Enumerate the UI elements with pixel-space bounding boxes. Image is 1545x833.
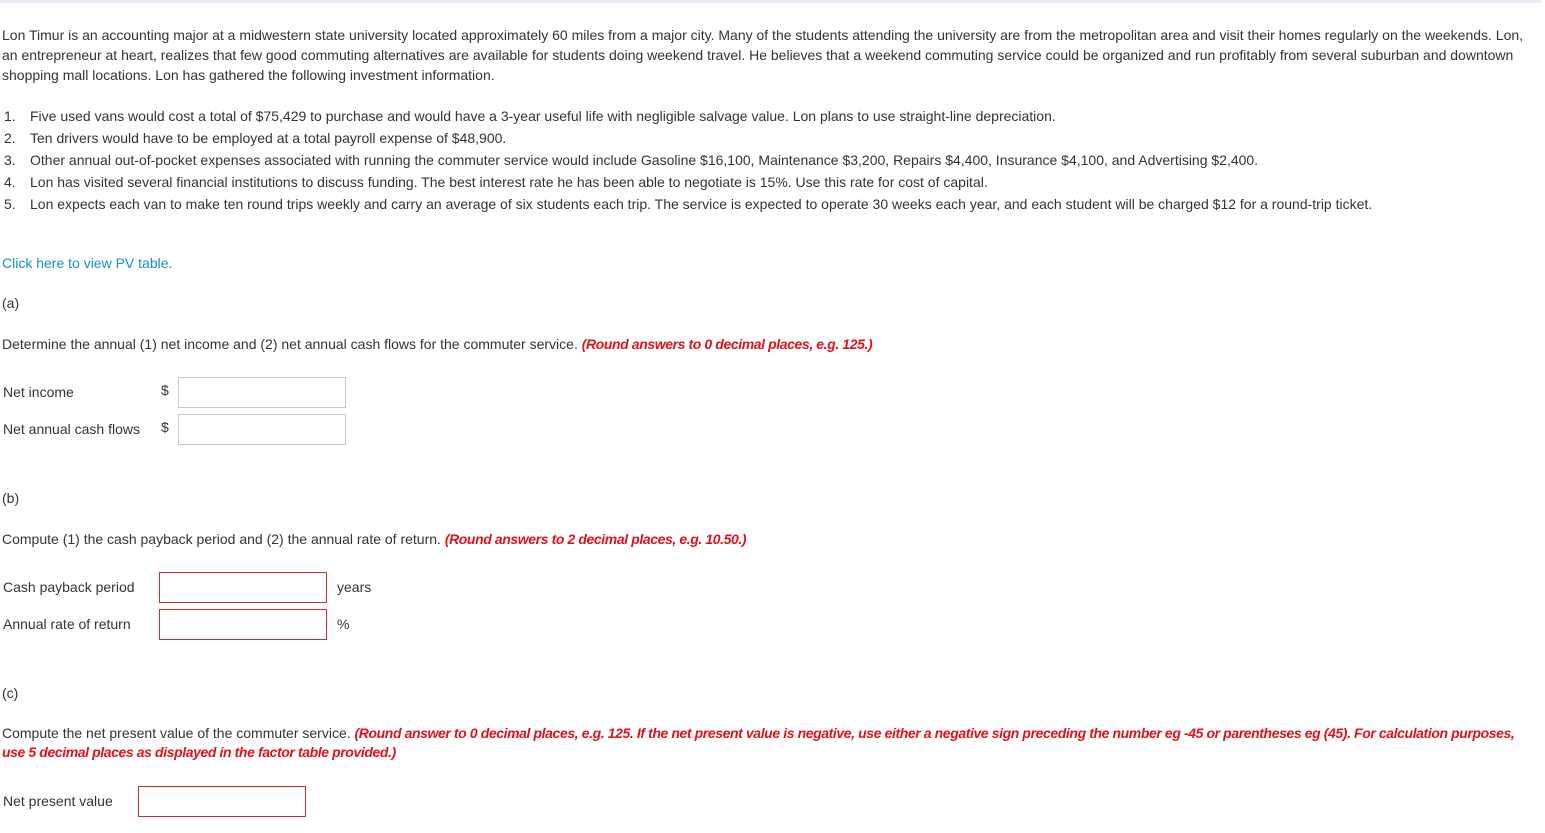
part-c-label: (c) xyxy=(2,685,19,701)
list-item-number: 1. xyxy=(4,108,16,124)
net-cash-flows-input[interactable] xyxy=(178,414,346,445)
net-cash-flows-currency: $ xyxy=(161,419,169,435)
annual-rate-input[interactable] xyxy=(159,609,327,640)
list-item-number: 2. xyxy=(4,130,16,146)
part-b-label: (b) xyxy=(2,490,20,506)
net-income-input[interactable] xyxy=(178,377,346,408)
list-item-number: 4. xyxy=(4,174,16,190)
investment-info-list xyxy=(2,106,1372,216)
pv-table-link[interactable]: Click here to view PV table. xyxy=(2,255,173,271)
list-item xyxy=(2,172,1372,194)
part-c-instruction: (Round answer to 0 decimal places, e.g. 125. If the net present value is negative, use either a negative sign preceding the number eg -45 or parentheses eg (45). For calculation purposes, use 5 decimal places as displayed in the factor table provided.) xyxy=(2,725,1515,760)
annual-rate-label: Annual rate of return xyxy=(3,616,131,632)
top-divider xyxy=(0,0,1541,3)
annual-rate-unit: % xyxy=(337,616,350,632)
list-item xyxy=(2,194,1372,216)
npv-label: Net present value xyxy=(3,793,113,809)
cash-payback-input[interactable] xyxy=(159,572,327,603)
part-b-instruction: (Round answers to 2 decimal places, e.g. 10.50.) xyxy=(444,531,747,547)
npv-input[interactable] xyxy=(138,786,306,817)
part-c-question: Compute the net present value of the commuter service. xyxy=(2,725,351,741)
list-item-number: 3. xyxy=(4,152,16,168)
part-a-prompt xyxy=(2,335,872,354)
list-item xyxy=(2,106,1372,128)
list-item-text: Other annual out-of-pocket expenses associated with running the commuter service would include Gasoline $16,100, Maintenance $3,200, Repairs $4,400, Insurance $4,100, and Advertising $2,400. xyxy=(30,152,1259,168)
part-b-question: Compute (1) the cash payback period and (2) the annual rate of return. xyxy=(2,531,441,547)
problem-intro: Lon Timur is an accounting major at a midwestern state university located approximately 60 miles from a major city. Many of the students attending the university are from the metropolitan area and visit their homes regularly on the weekends. Lon, an entrepreneur at heart, realizes that few good commuting alternatives are available for students doing weekend travel. He believes that a weekend commuting service could be organized and run profitably from several suburban and downtown shopping mall locations. Lon has gathered the following investment information. xyxy=(2,27,1524,83)
part-a-label: (a) xyxy=(2,295,20,311)
net-income-currency: $ xyxy=(161,382,169,398)
part-c-prompt xyxy=(2,724,1532,762)
cash-payback-label: Cash payback period xyxy=(3,579,135,595)
part-a-question: Determine the annual (1) net income and (2) net annual cash flows for the commuter service. xyxy=(2,336,578,352)
list-item-text: Ten drivers would have to be employed at a total payroll expense of $48,900. xyxy=(30,130,507,146)
net-income-label: Net income xyxy=(3,384,74,400)
net-cash-flows-label: Net annual cash flows xyxy=(3,421,140,437)
list-item xyxy=(2,150,1372,172)
part-a-instruction: (Round answers to 0 decimal places, e.g. 125.) xyxy=(581,336,873,352)
list-item xyxy=(2,128,1372,150)
list-item-number: 5. xyxy=(4,196,16,212)
list-item-text: Lon expects each van to make ten round trips weekly and carry an average of six students each trip. The service is expected to operate 30 weeks each year, and each student will be charged $12 for a round-trip ticket. xyxy=(30,196,1373,212)
cash-payback-unit: years xyxy=(337,579,372,595)
part-b-prompt xyxy=(2,530,746,549)
list-item-text: Lon has visited several financial institutions to discuss funding. The best interest rate he has been able to negotiate is 15%. Use this rate for cost of capital. xyxy=(30,174,988,190)
list-item-text: Five used vans would cost a total of $75,429 to purchase and would have a 3-year useful life with negligible salvage value. Lon plans to use straight-line depreciation. xyxy=(30,108,1056,124)
